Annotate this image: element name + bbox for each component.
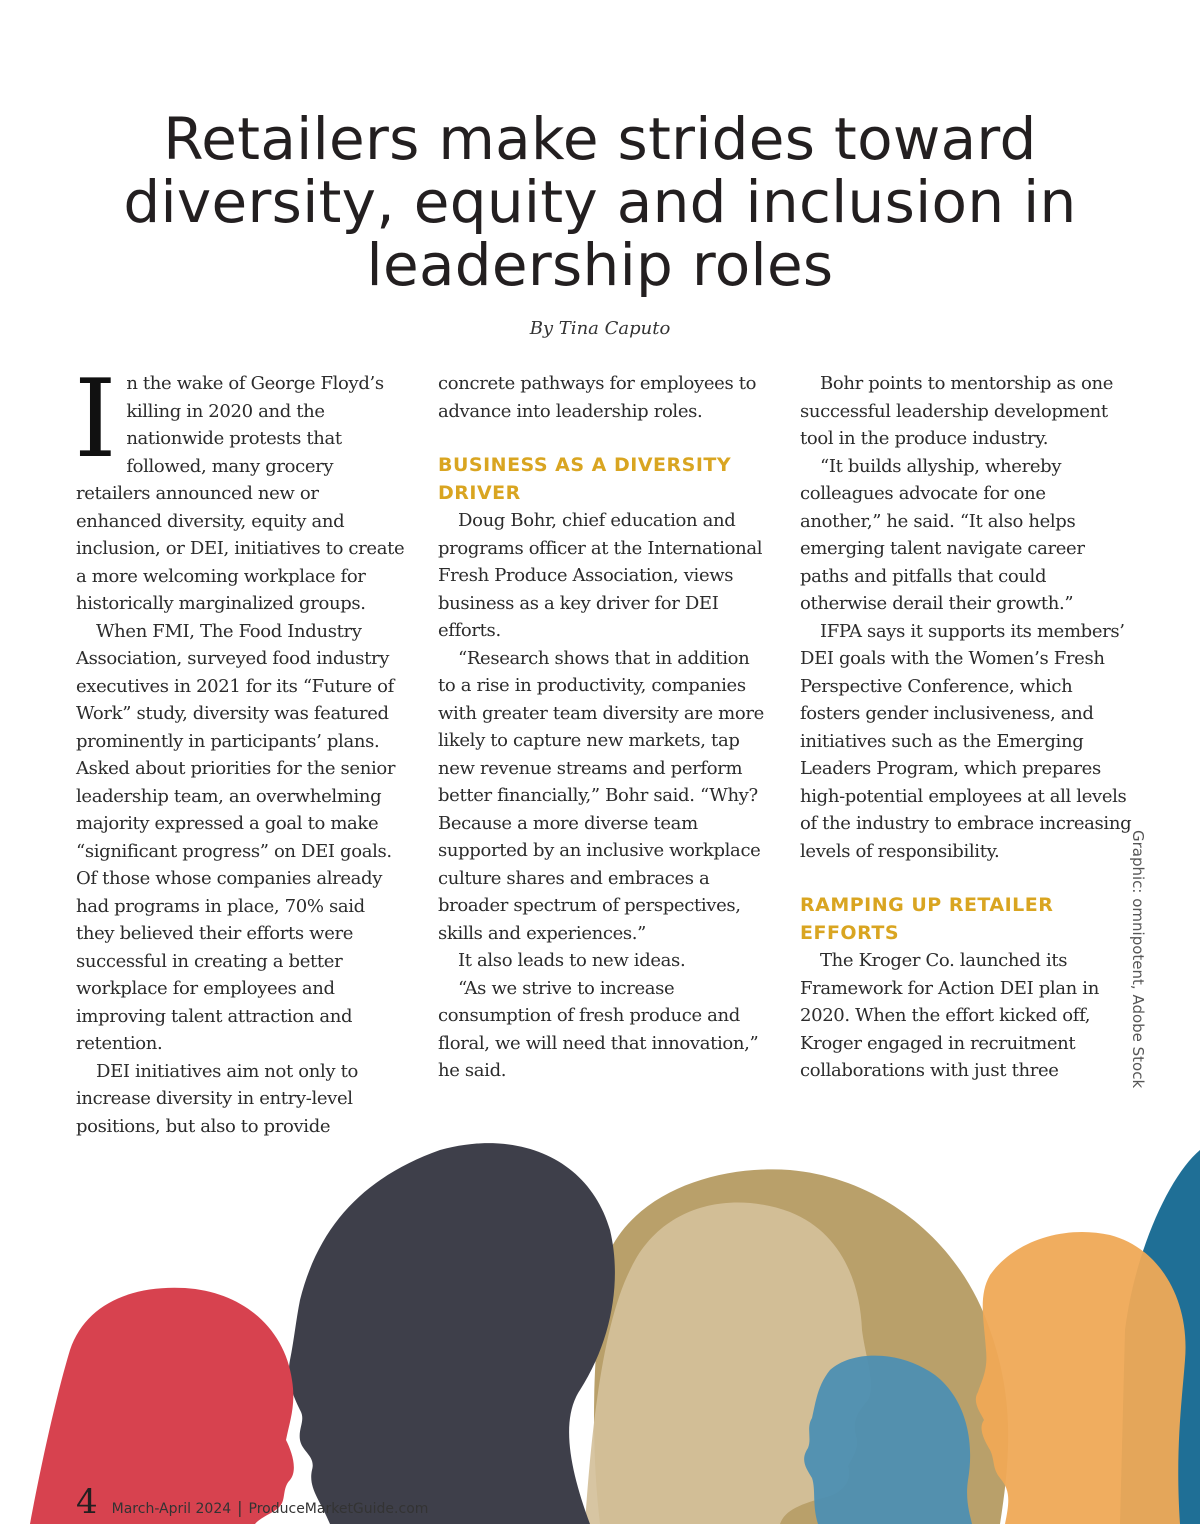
diverse-profiles-illustration [0,1100,1200,1524]
article-title: Retailers make strides toward diversity, equity and inclusion in leadership roles [123,105,1077,299]
charcoal-profile-silhouette [289,1143,615,1524]
website-link[interactable]: ProduceMarketGuide.com [248,1501,429,1517]
paragraph: “Research shows that in addition to a rise in productivity, companies with greater team diversity are more likely to capture new markets, tap new revenue streams and perform better financially,” Bohr said. “Why? Because a more diverse team supported by an inclusive workplace culture shares and embraces a broader spectrum of perspectives, skills and experiences.” [438,647,764,944]
paragraph: When FMI, The Food Industry Association, surveyed food industry executives in 2021 for its “Future of Work” study, diversity was featured prominently in participants’ plans. Asked about priorities for the senior leadership team, an overwhelming majority expressed a goal to make “significant progress” on DEI goals. Of those whose companies already had programs in place, 70% said they believed their efforts were successful in creating a better workplace for employees and improving talent attraction and retention. [76,620,396,1054]
paragraph-text: n the wake of George Floyd’s killing in 2020 and the nationwide protests that followed, many grocery retailers announced new or enhanced diversity, equity and inclusion, or DEI, initiatives to create a more welcoming workplace for historically marginalized groups. [76,373,405,614]
paragraph: DEI initiatives aim not only to increase diversity in entry-level positions, but also to provide [76,1060,358,1137]
paragraph: Bohr points to mentorship as one successful leadership development tool in the produce industry. [800,373,1114,449]
paragraph: “It builds allyship, whereby colleagues advocate for one another,” he said. “It also helps emerging talent navigate career paths and pitfalls that could otherwise derail their growth.” [800,455,1085,614]
paragraph: “As we strive to increase consumption of fresh produce and floral, we will need that innovation,” he said. [438,977,759,1081]
article-column-2 [438,370,770,1085]
byline: By Tina Caputo [529,318,671,339]
issue-date: March-April 2024 [111,1501,232,1517]
photo-credit: Graphic: omnipotent, Adobe Stock [1129,830,1147,1089]
section-heading: RAMPING UP RETAILER EFFORTS [800,894,1054,944]
paragraph: It also leads to new ideas. [458,950,686,971]
page-footer [76,1482,428,1522]
footer-separator: | [237,1498,243,1517]
paragraph: The Kroger Co. launched its Framework for Action DEI plan in 2020. When the effort kicked off, Kroger engaged in recruitment collaborations with just three [800,950,1099,1081]
article-column-3 [800,370,1132,1085]
paragraph: IFPA says it supports its members’ DEI goals with the Women’s Fresh Perspective Conference, which fosters gender inclusiveness, and initiatives such as the Emerging Leaders Program, which prepares high-potential employees at all levels of the industry to embrace increasing levels of responsibility. [800,620,1132,862]
page-number: 4 [76,1482,98,1522]
section-heading: BUSINESS AS A DIVERSITY DRIVER [438,454,732,504]
drop-cap: I [74,357,117,482]
paragraph [74,357,408,618]
orange-profile-silhouette [976,1232,1186,1524]
paragraph: concrete pathways for employees to advance into leadership roles. [438,373,757,422]
article-column-1 [74,357,408,1140]
paragraph: Doug Bohr, chief education and programs officer at the International Fresh Produce Association, views business as a key driver for DEI efforts. [438,510,763,641]
